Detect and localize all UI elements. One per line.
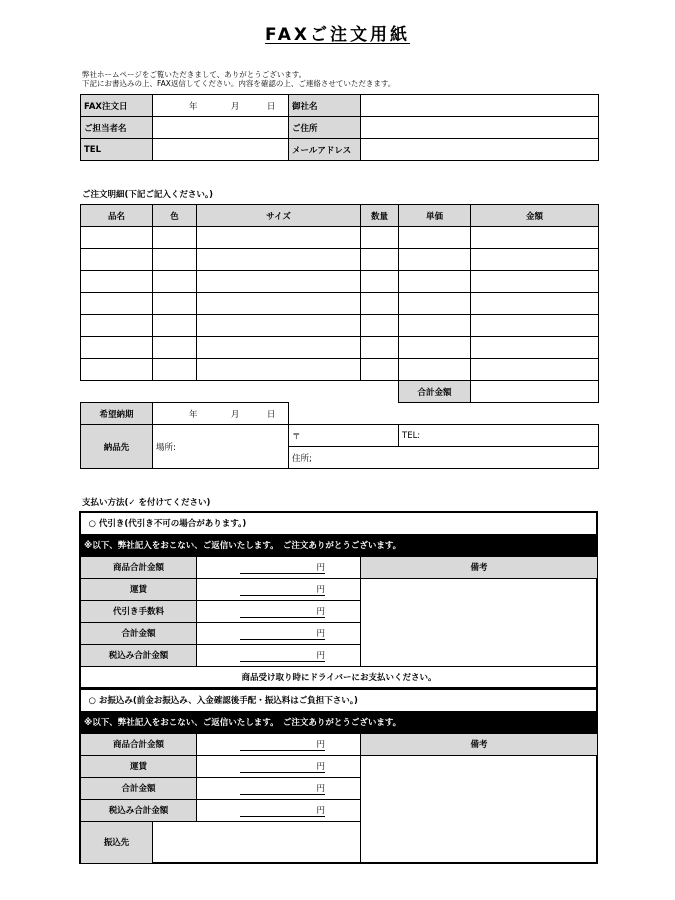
page-title: FAXご注文用紙 [265,25,410,45]
cod-note: 商品受け取り時にドライバーにお支払いください。 [81,666,598,687]
order-date-field[interactable] [153,95,289,117]
company-label: 御社名 [289,95,361,117]
intro-line-2: 下記にお書込みの上、FAX返信してください。内容を確認の上、ご連絡させていただきます。 [82,79,396,88]
delivery-address-label: 住所; [292,453,312,464]
desired-date-label: 希望納期 [81,403,153,425]
cod-row-label: 合計金額 [81,622,197,644]
color-cell[interactable] [153,315,197,337]
amount-cell[interactable] [471,271,599,293]
size-cell[interactable] [197,249,361,271]
yen-label: 円 [240,738,325,751]
tel-field[interactable] [153,139,289,161]
table-row [81,271,599,293]
payment-heading: 支払い方法(✓ を付けてください) [82,498,211,508]
month-label: 月 [230,409,240,420]
cod-notice: ※以下、弊社記入をおこない、ご返信いたします。 ご注文ありがとうございます。 [81,534,598,556]
transfer-row-label: 合計金額 [81,777,197,799]
table-row [81,293,599,315]
cod-option[interactable]: ○ 代引き(代引き不可の場合があります。) [81,512,598,534]
yen-label: 円 [240,627,325,640]
place-label: 場所: [156,442,176,453]
amount-cell[interactable] [471,227,599,249]
transfer-remarks-label: 備考 [361,733,598,755]
order-details-heading: ご注文明細(下記ご記入ください。) [82,190,214,200]
bank-label: 振込先 [81,821,153,863]
cod-row-label: 代引き手数料 [81,600,197,622]
color-cell[interactable] [153,293,197,315]
person-label: ご担当者名 [81,117,153,139]
amount-cell[interactable] [471,249,599,271]
product-cell[interactable] [81,315,153,337]
transfer-amount-field[interactable] [197,799,361,821]
color-cell[interactable] [153,359,197,381]
amount-cell[interactable] [471,359,599,381]
quantity-cell[interactable] [361,293,399,315]
table-row [81,249,599,271]
quantity-cell[interactable] [361,227,399,249]
yen-label: 円 [240,561,325,574]
order-details-table [80,204,599,403]
color-cell[interactable] [153,337,197,359]
color-cell[interactable] [153,271,197,293]
transfer-row-label: 運賃 [81,755,197,777]
bank-field[interactable] [153,821,361,863]
cod-table [80,512,598,688]
tel-label: TEL [81,139,153,161]
postal-field[interactable] [289,425,399,447]
product-cell[interactable] [81,293,153,315]
product-cell[interactable] [81,249,153,271]
cod-amount-field[interactable] [197,622,361,644]
delivery-tel-field[interactable] [399,425,599,447]
postal-mark: 〒 [292,431,301,442]
delivery-tel-label: TEL: [402,430,421,441]
email-field[interactable] [361,139,599,161]
color-cell[interactable] [153,249,197,271]
total-amount-label: 合計金額 [399,381,471,403]
table-row [81,315,599,337]
unit-price-cell[interactable] [399,249,471,271]
quantity-cell[interactable] [361,249,399,271]
col-quantity: 数量 [361,205,399,227]
cod-remarks-field[interactable] [361,578,598,666]
year-label: 年 [189,409,198,420]
total-amount-field[interactable] [471,381,599,403]
transfer-table [80,689,598,864]
month-label: 月 [230,101,240,112]
transfer-amount-field[interactable] [197,733,361,755]
unit-price-cell[interactable] [399,293,471,315]
order-date-label: FAX注文日 [81,95,153,117]
company-field[interactable] [361,95,599,117]
day-label: 日 [266,101,276,112]
cod-remarks-label: 備考 [361,556,598,578]
yen-label: 円 [240,583,325,596]
cod-amount-field[interactable] [197,644,361,666]
day-label: 日 [266,409,276,420]
yen-label: 円 [240,605,325,618]
product-cell[interactable] [81,227,153,249]
amount-cell[interactable] [471,293,599,315]
size-cell[interactable] [197,337,361,359]
cod-amount-field[interactable] [197,556,361,578]
intro-line-1: 弊社ホームページをご覧いただきまして、ありがとうございます。 [82,70,307,79]
product-cell[interactable] [81,359,153,381]
size-cell[interactable] [197,315,361,337]
amount-cell[interactable] [471,337,599,359]
transfer-amount-field[interactable] [197,777,361,799]
amount-cell[interactable] [471,315,599,337]
unit-price-cell[interactable] [399,359,471,381]
transfer-amount-field[interactable] [197,755,361,777]
quantity-cell[interactable] [361,359,399,381]
col-amount: 金額 [471,205,599,227]
size-cell[interactable] [197,227,361,249]
col-product: 品名 [81,205,153,227]
col-unit-price: 単価 [399,205,471,227]
col-size: サイズ [197,205,361,227]
transfer-notice: ※以下、弊社記入をおこない、ご返信いたします。 ご注文ありがとうございます。 [81,711,598,733]
unit-price-cell[interactable] [399,271,471,293]
color-cell[interactable] [153,227,197,249]
transfer-remarks-field[interactable] [361,755,598,863]
desired-date-field[interactable] [153,403,289,425]
quantity-cell[interactable] [361,271,399,293]
product-cell[interactable] [81,337,153,359]
cod-row-label: 運賃 [81,578,197,600]
address-label: ご住所 [289,117,361,139]
year-label: 年 [189,101,198,112]
quantity-cell[interactable] [361,337,399,359]
yen-label: 円 [240,760,325,773]
delivery-table [80,402,599,469]
yen-label: 円 [240,782,325,795]
address-field[interactable] [361,117,599,139]
unit-price-cell[interactable] [399,337,471,359]
cod-row-label: 商品合計金額 [81,556,197,578]
yen-label: 円 [240,804,325,817]
unit-price-cell[interactable] [399,315,471,337]
table-row [81,359,599,381]
cod-row-label: 税込み合計金額 [81,644,197,666]
person-field[interactable] [153,117,289,139]
product-cell[interactable] [81,271,153,293]
size-cell[interactable] [197,359,361,381]
col-color: 色 [153,205,197,227]
cod-amount-field[interactable] [197,600,361,622]
yen-label: 円 [240,649,325,662]
table-row [81,337,599,359]
unit-price-cell[interactable] [399,227,471,249]
place-field[interactable] [153,425,289,469]
destination-label: 納品先 [81,425,153,469]
cod-amount-field[interactable] [197,578,361,600]
email-label: メールアドレス [289,139,361,161]
customer-info-table [80,94,599,161]
table-row [81,227,599,249]
delivery-address-field[interactable] [289,447,599,469]
size-cell[interactable] [197,293,361,315]
transfer-row-label: 商品合計金額 [81,733,197,755]
transfer-row-label: 税込み合計金額 [81,799,197,821]
transfer-option[interactable]: ○ お振込み(前金お振込み、入金確認後手配・振込料はご負担下さい。) [81,689,598,711]
size-cell[interactable] [197,271,361,293]
quantity-cell[interactable] [361,315,399,337]
